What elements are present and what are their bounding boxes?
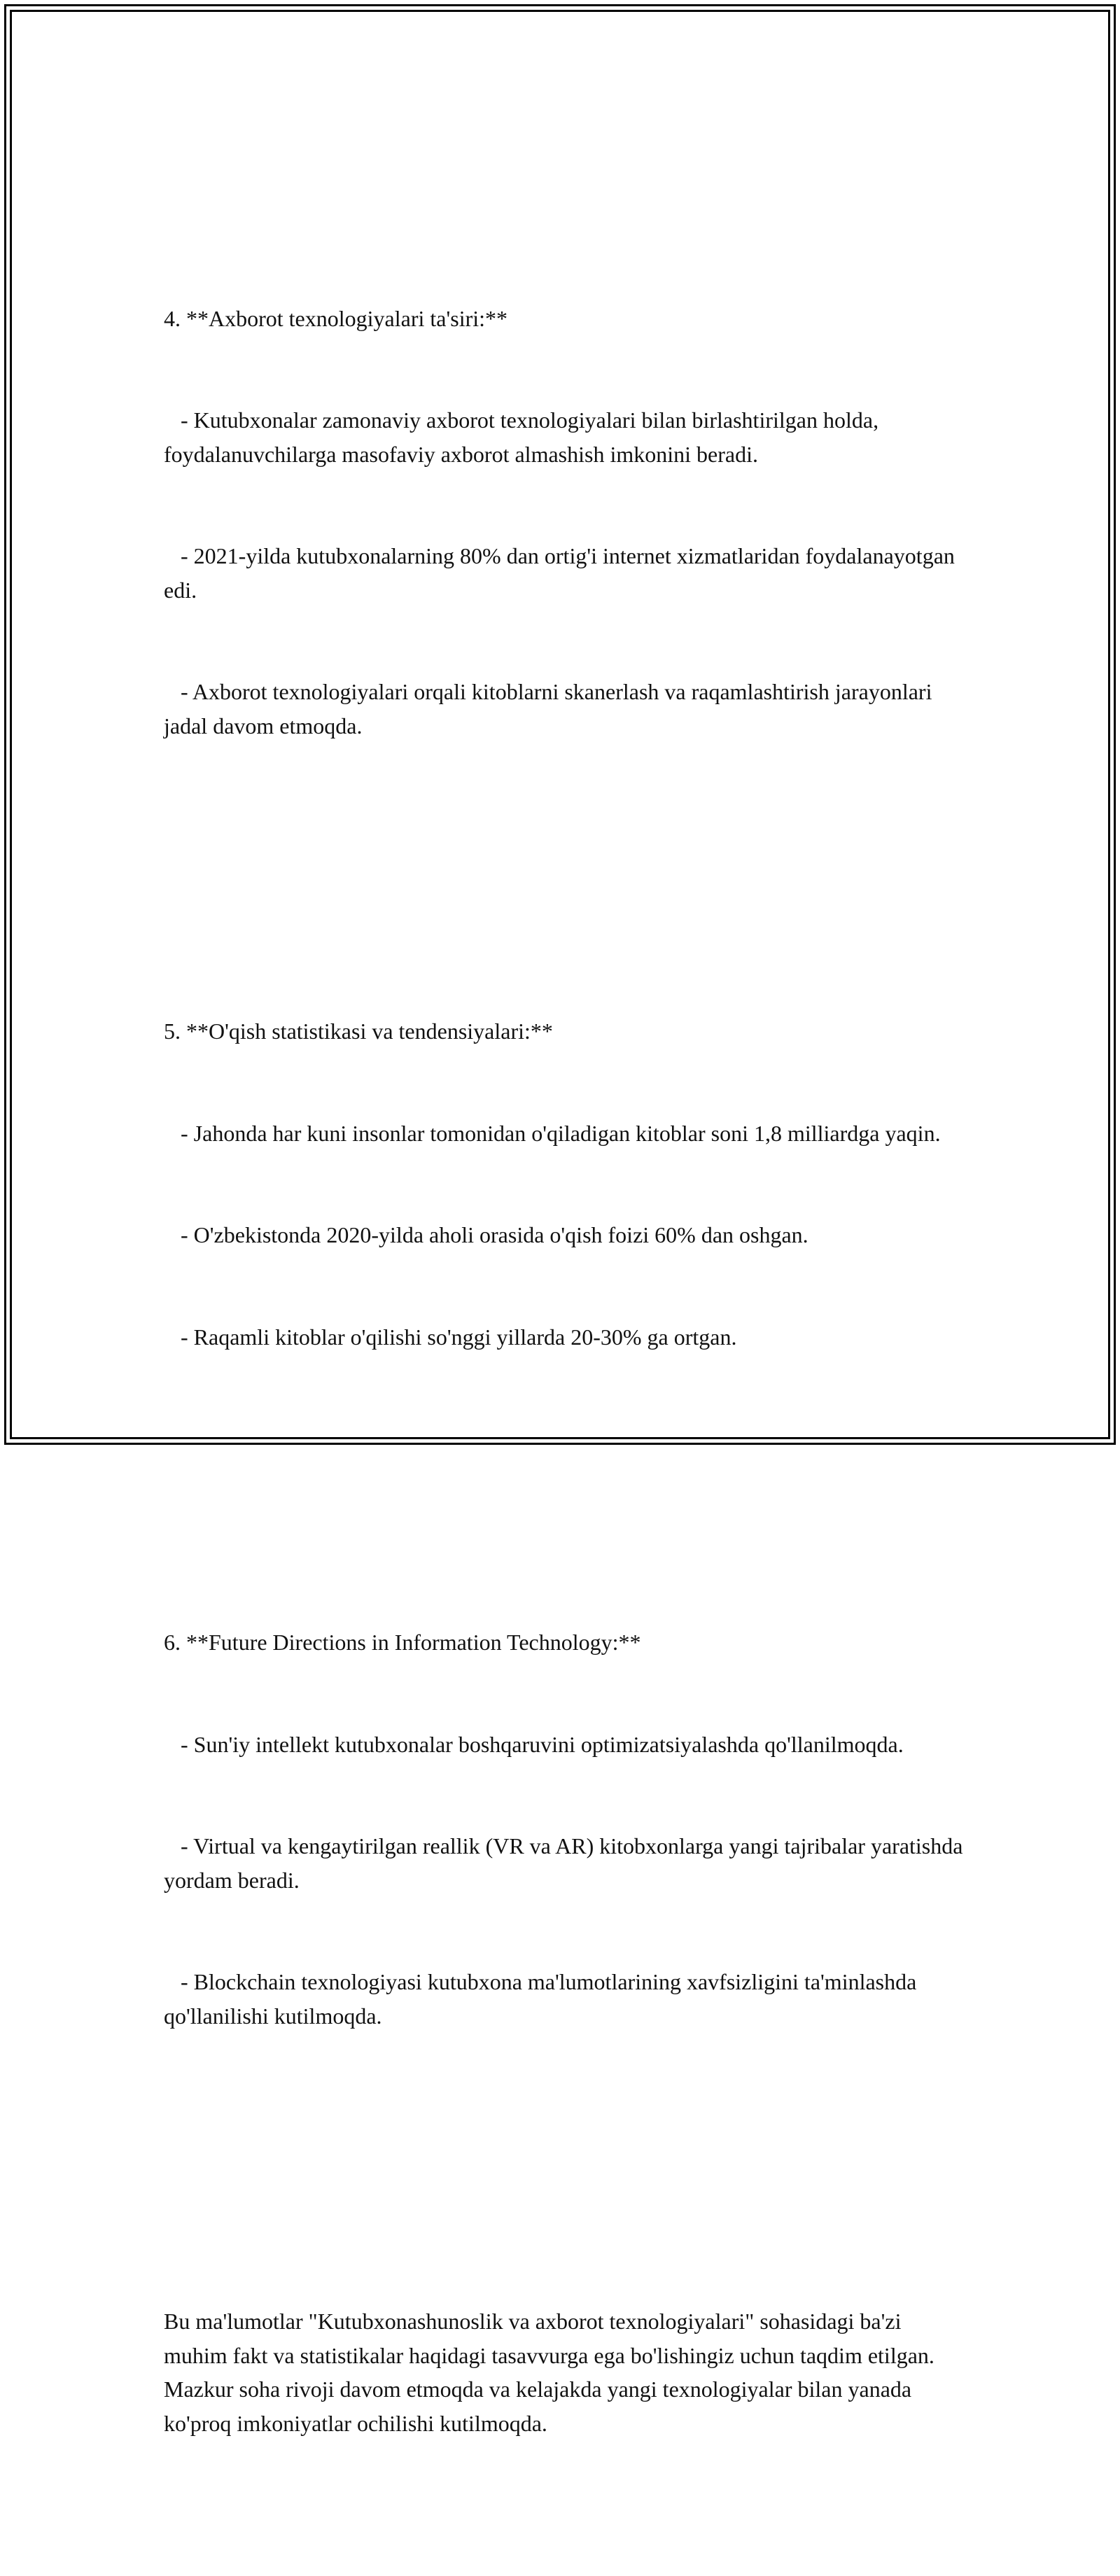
- section-future-directions: [164, 1558, 969, 2101]
- bullet-item: - Jahonda har kuni insonlar tomonidan o'qiladigan kitoblar soni 1,8 milliardga yaqin.: [164, 1120, 941, 1146]
- section-it-impact: [164, 234, 969, 811]
- bullet-item: - Axborot texnologiyalari orqali kitoblarni skanerlash va raqamlashtirish jarayonlari jadal davom etmoqda.: [164, 679, 938, 738]
- bullet-item: - 2021-yilda kutubxonalarning 80% dan ortig'i internet xizmatlaridan foydalanayotgan edi.: [164, 543, 960, 603]
- bullet-item: - Raqamli kitoblar o'qilishi so'nggi yillarda 20-30% ga ortgan.: [164, 1324, 737, 1350]
- bullet-item: - Sun'iy intellekt kutubxonalar boshqaruvini optimizatsiyalashda qo'llanilmoqda.: [164, 1731, 904, 1757]
- conclusion-paragraph: Bu ma'lumotlar "Kutubxonashunoslik va axborot texnologiyalari" sohasidagi ba'zi muhim fakt va statistikalar haqidagi tasavvurga ega bo'lishingiz uchun taqdim etilgan. Mazkur soha rivoji davom etmoqda va kelajakda yangi texnologiyalar bilan yanada ko'proq imkoniyatlar ochilishi kutilmoqda.: [164, 2309, 940, 2436]
- section-conclusion: [164, 2236, 969, 2508]
- section-reading-stats: [164, 946, 969, 1422]
- bullet-item: - Kutubxonalar zamonaviy axborot texnologiyalari bilan birlashtirilgan holda, foydalanuvchilarga masofaviy axborot almashish imkonini beradi.: [164, 407, 885, 467]
- section-heading: 6. **Future Directions in Information Technology:**: [164, 1630, 641, 1655]
- bullet-item: - Blockchain texnologiyasi kutubxona ma'lumotlarining xavfsizligini ta'minlashda qo'llanilishi kutilmoqda.: [164, 1969, 923, 2029]
- section-heading: 5. **O'qish statistikasi va tendensiyalari:**: [164, 1018, 553, 1044]
- document-body: [164, 132, 969, 2576]
- bullet-item: - O'zbekistonda 2020-yilda aholi orasida o'qish foizi 60% dan oshgan.: [164, 1222, 808, 1247]
- bullet-item: - Virtual va kengaytirilgan reallik (VR va AR) kitobxonlarga yangi tajribalar yaratishda yordam beradi.: [164, 1833, 969, 1893]
- section-heading: 4. **Axborot texnologiyalari ta'siri:**: [164, 305, 508, 331]
